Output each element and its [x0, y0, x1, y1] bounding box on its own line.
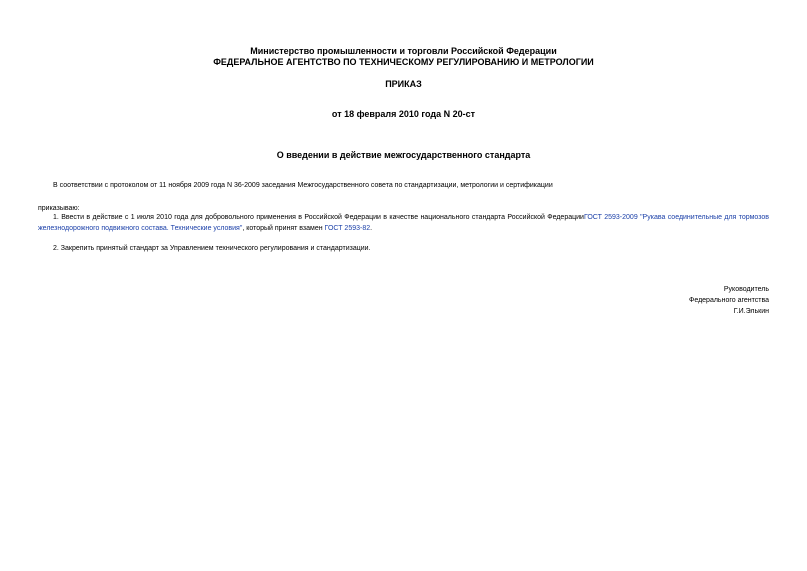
document-type: ПРИКАЗ: [385, 79, 422, 89]
document-subject: О введении в действие межгосударственного стандарта: [276, 150, 531, 160]
document-date-number: от 18 февраля 2010 года N 20-ст: [331, 109, 476, 119]
item-1-prefix: 1. Ввести в действие с 1 июля 2010 года для добровольного применения в Российской Федерации в качестве национального стандарта Российской Федерации: [53, 214, 584, 221]
item-1-middle: , который принят взамен: [242, 225, 325, 232]
gost-2593-82-link[interactable]: ГОСТ 2593-82: [324, 225, 371, 232]
signature-position: Руководитель: [723, 286, 769, 293]
ministry-title: Министерство промышленности и торговли Российской Федерации: [250, 46, 557, 56]
signature-name: Г.И.Элькин: [733, 308, 769, 315]
gost-2593-2009-link[interactable]: ГОСТ 2593-2009 "Рукава соединительные для тормозов железнодорожного подвижного состава. Технические условия": [38, 214, 769, 232]
intro-paragraph: В соответствии с протоколом от 11 ноября 2009 года N 36-2009 заседания Межгосударственного совета по стандартизации, метрологии и сертификации: [53, 182, 553, 189]
item-1-suffix: .: [370, 225, 373, 232]
item-1-paragraph: [38, 212, 769, 234]
agency-title: ФЕДЕРАЛЬНОЕ АГЕНТСТВО ПО ТЕХНИЧЕСКОМУ РЕГУЛИРОВАНИЮ И МЕТРОЛОГИИ: [213, 57, 594, 67]
order-word: приказываю:: [38, 205, 80, 212]
item-2-paragraph: 2. Закрепить принятый стандарт за Управлением технического регулирования и стандартизации.: [53, 245, 371, 252]
signature-organization: Федерального агентства: [689, 297, 769, 304]
